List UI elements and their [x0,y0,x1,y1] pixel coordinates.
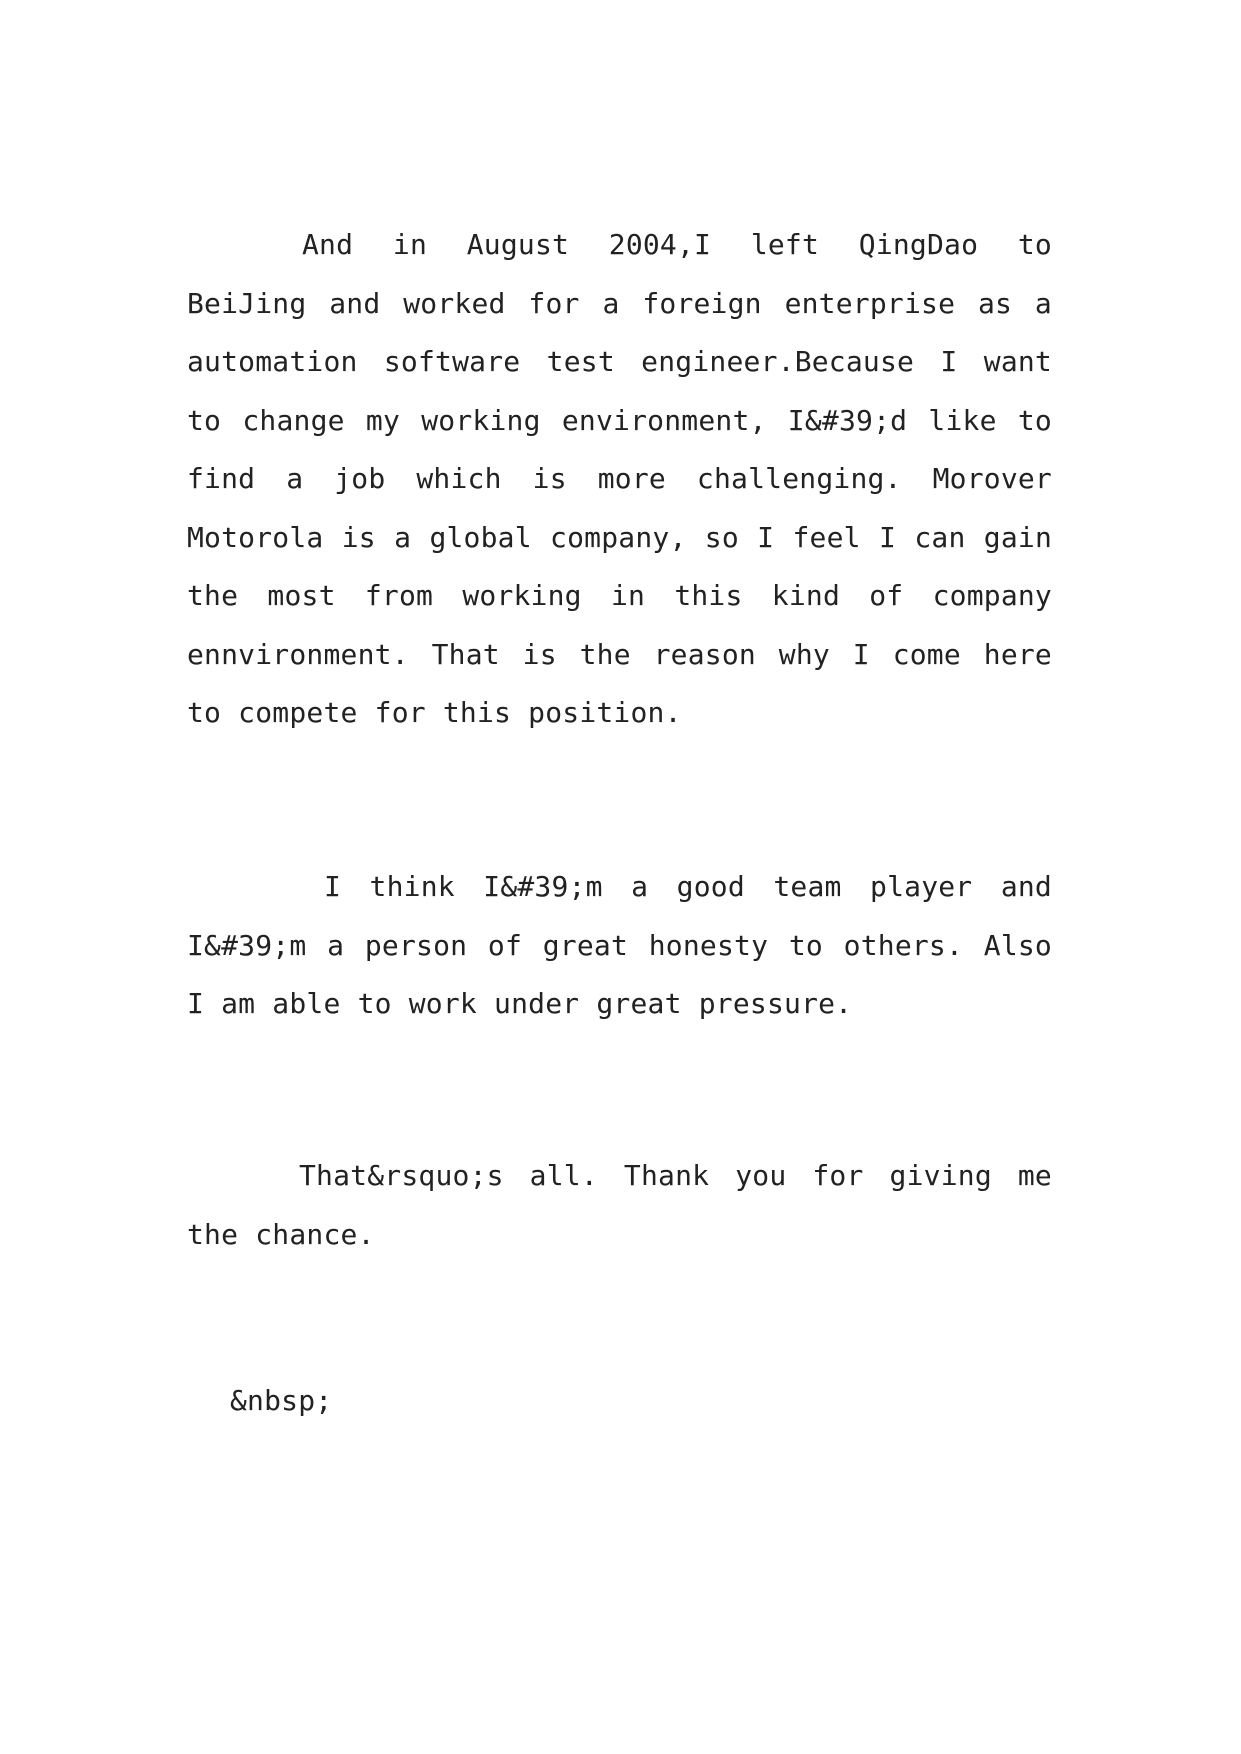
paragraph-closing: That&rsquo;s all. Thank you for giving me the chance. [187,1159,1052,1251]
paragraph-personal-qualities: I think I&#39;m a good team player and I&#39;m a person of great honesty to others. Also I am able to work under great pressure. [187,870,1052,1020]
paragraph-nbsp-artifact: &nbsp; [230,1384,333,1417]
paragraph-career-history: And in August 2004,I left QingDao to BeiJing and worked for a foreign enterprise as a automation software test engineer.Because I want to change my working environment, I&#39;d like to find a job which is more challenging. Morover Motorola is a global company, so I feel I can gain the most from working in this kind of company ennvironment. That is the reason why I come here to compete for this position. [187,228,1052,729]
